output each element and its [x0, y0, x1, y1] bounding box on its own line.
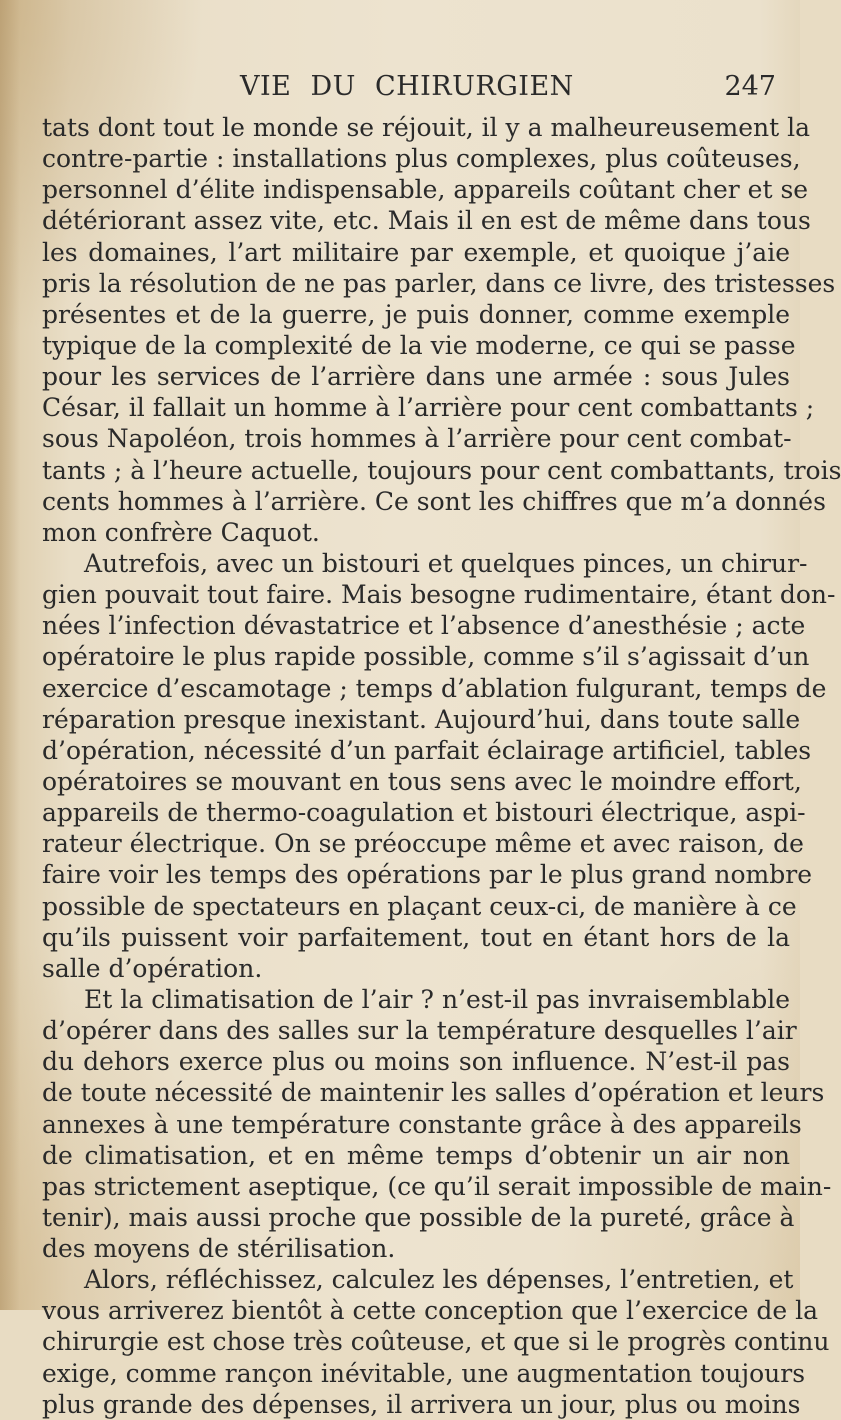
text-line: de toute nécessité de maintenir les salles d’opération et leurs — [42, 1078, 825, 1108]
text-line: possible de spectateurs en plaçant ceux-ci, de manière à ce — [42, 891, 797, 921]
text-line: rateur électrique. On se préoccupe même et avec raison, de — [42, 829, 804, 859]
text-line: plus grande des dépenses, il arrivera un jour, plus ou moins — [42, 1389, 801, 1419]
page-header — [240, 70, 800, 104]
text-line: faire voir les temps des opérations par le plus grand nombre — [42, 860, 812, 890]
page-gutter-shadow — [0, 0, 20, 1310]
text-line: réparation presque inexistant. Aujourd’hui, dans toute salle — [42, 704, 801, 734]
text-line: opératoires se mouvant en tous sens avec le moindre effort, — [42, 766, 802, 796]
text-line: qu’ils puissent voir parfaitement, tout en étant hors de la — [42, 922, 790, 952]
body-text — [42, 112, 841, 1420]
text-line: de climatisation, et en même temps d’obtenir un air non — [42, 1140, 790, 1170]
text-line: tats dont tout le monde se réjouit, il y a malheureusement la — [42, 113, 811, 142]
paragraph-start-line: Et la climatisation de l’air ? n’est-il pas invraisemblable — [84, 984, 790, 1014]
running-head: VIE DU CHIRURGIEN — [240, 71, 574, 102]
text-line: annexes à une température constante grâce à des appareils — [42, 1109, 802, 1139]
paragraph-end-line: salle d’opération. — [42, 953, 263, 983]
text-line: pris la résolution de ne pas parler, dans ce livre, des tristesses — [42, 268, 836, 298]
text-line: tants ; à l’heure actuelle, toujours pour cent combattants, trois — [42, 455, 841, 485]
text-line: détériorant assez vite, etc. Mais il en est de même dans tous — [42, 206, 811, 236]
text-line: exercice d’escamotage ; temps d’ablation fulgurant, temps de — [42, 673, 827, 703]
text-line: vous arriverez bientôt à cette conception que l’exercice de la — [42, 1296, 819, 1326]
text-line: César, il fallait un homme à l’arrière pour cent combattants ; — [42, 393, 815, 423]
paragraph-start-line: Alors, réfléchissez, calculez les dépenses, l’entretien, et — [84, 1265, 794, 1295]
text-line: d’opérer dans des salles sur la température desquelles l’air — [42, 1016, 797, 1046]
text-line: typique de la complexité de la vie moderne, ce qui se passe — [42, 330, 796, 360]
text-line: appareils de thermo-coagulation et bistouri électrique, aspi- — [42, 798, 806, 828]
text-line: exige, comme rançon inévitable, une augmentation toujours — [42, 1358, 806, 1388]
page-number: 247 — [724, 71, 776, 102]
text-line: tenir), mais aussi proche que possible de la pureté, grâce à — [42, 1202, 795, 1232]
text-line: personnel d’élite indispensable, appareils coûtant cher et se — [42, 175, 809, 205]
text-line: les domaines, l’art militaire par exemple, et quoique j’aie — [42, 237, 790, 267]
text-line: opératoire le plus rapide possible, comme s’il s’agissait d’un — [42, 642, 810, 672]
text-line: du dehors exerce plus ou moins son influence. N’est-il pas — [42, 1047, 790, 1077]
text-line: d’opération, nécessité d’un parfait éclairage artificiel, tables — [42, 735, 812, 765]
text-line: sous Napoléon, trois hommes à l’arrière pour cent combat- — [42, 424, 792, 454]
text-line: pas strictement aseptique, (ce qu’il serait impossible de main- — [42, 1171, 832, 1201]
paragraph-end-line: mon confrère Caquot. — [42, 517, 320, 547]
text-line: gien pouvait tout faire. Mais besogne rudimentaire, étant don- — [42, 580, 836, 610]
text-line: cents hommes à l’arrière. Ce sont les chiffres que m’a donnés — [42, 486, 826, 516]
text-line: nées l’infection dévastatrice et l’absence d’anesthésie ; acte — [42, 611, 806, 641]
paragraph-end-line: des moyens de stérilisation. — [42, 1234, 396, 1264]
text-line: contre-partie : installations plus complexes, plus coûteuses, — [42, 144, 801, 174]
text-line: présentes et de la guerre, je puis donner, comme exemple — [42, 299, 790, 329]
text-line: chirurgie est chose très coûteuse, et que si le progrès continu — [42, 1327, 830, 1357]
text-line: pour les services de l’arrière dans une armée : sous Jules — [42, 362, 790, 392]
paragraph-start-line: Autrefois, avec un bistouri et quelques pinces, un chirur- — [84, 548, 808, 578]
